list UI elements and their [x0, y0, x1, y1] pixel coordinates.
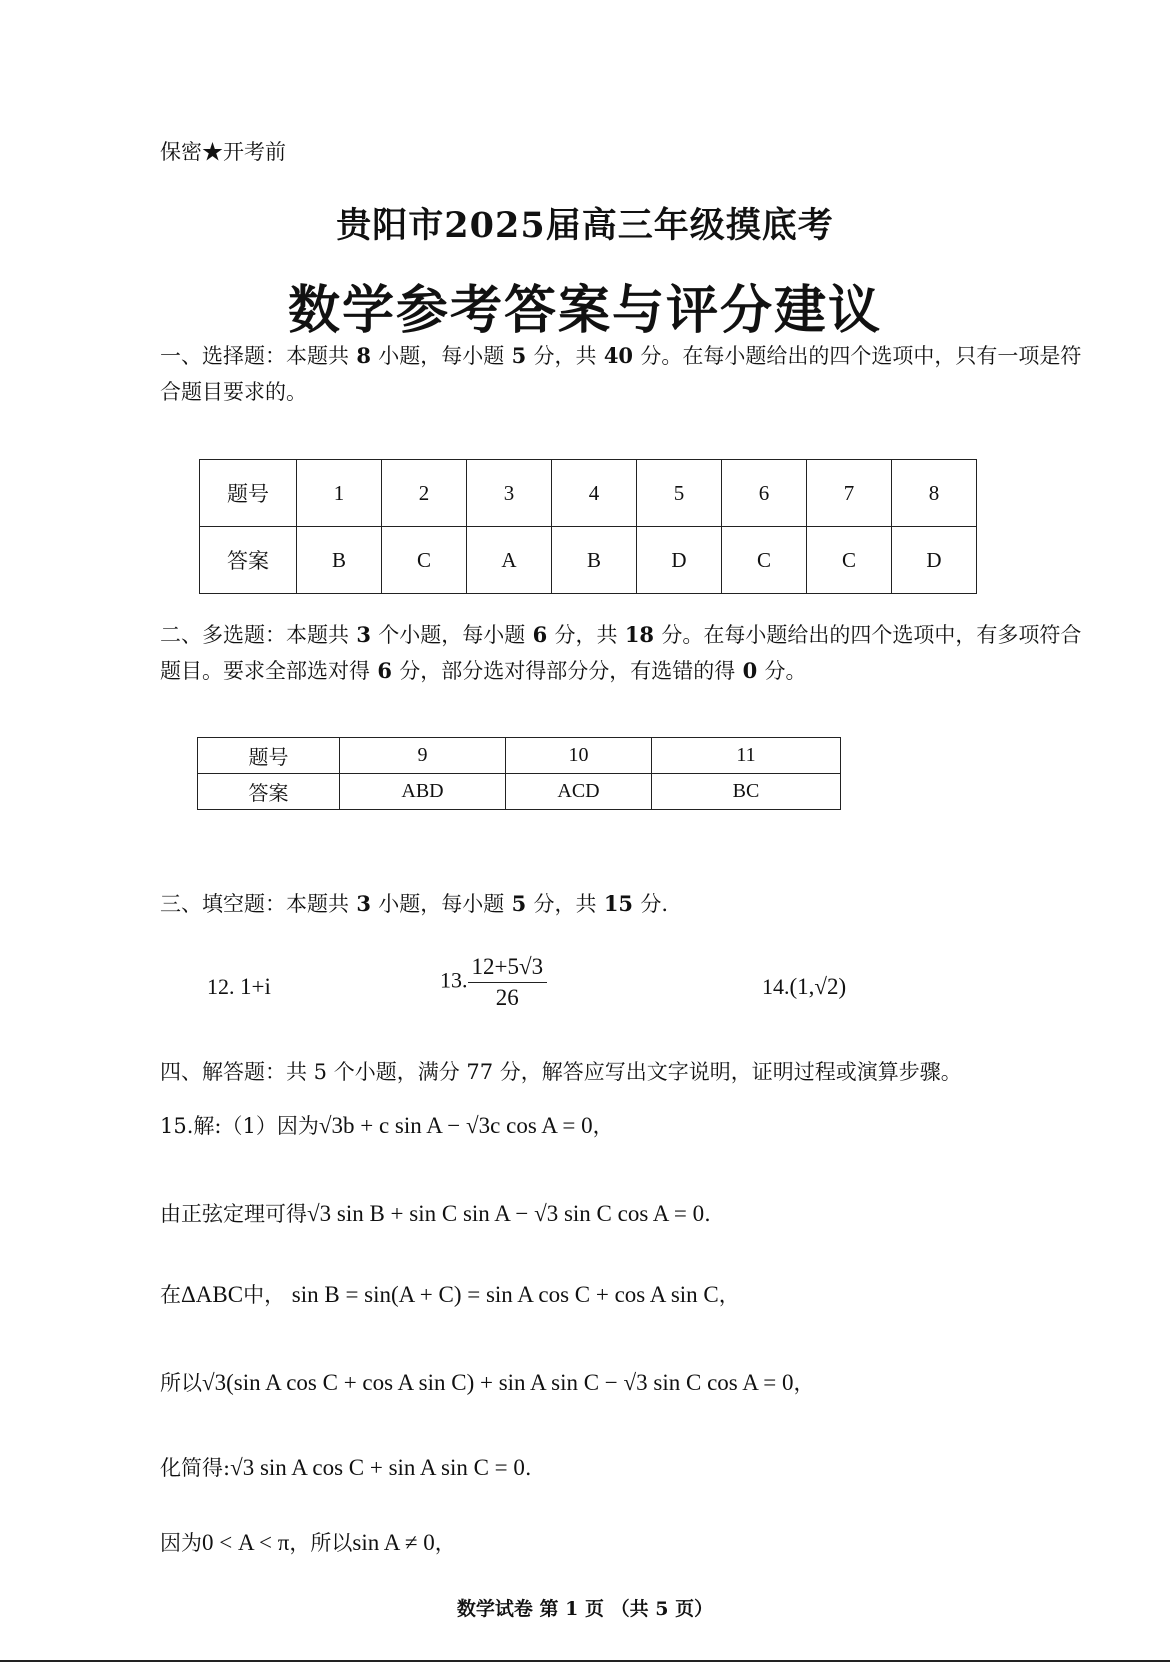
question-number: 4 [552, 460, 637, 527]
answer-cell: D [637, 527, 722, 594]
equation: √3b + c sin A − √3c cos A = 0 [318, 1113, 593, 1138]
row-header: 题号 [200, 460, 297, 527]
triangle-symbol: ΔABC [181, 1282, 244, 1307]
answer-13-fraction [468, 954, 548, 1011]
row-header: 答案 [200, 527, 297, 594]
equation: √3 sin B + sin C sin A − √3 sin C cos A = 0 [307, 1201, 705, 1226]
question-number: 1 [297, 460, 382, 527]
answer-cell: B [552, 527, 637, 594]
confidential-mark: 保密★开考前 [160, 140, 286, 164]
fraction-denominator: 26 [495, 985, 519, 1010]
question-number: 2 [382, 460, 467, 527]
table-row [198, 774, 841, 810]
answer-cell: C [382, 527, 467, 594]
question-number: 8 [892, 460, 977, 527]
answer-13-label: 13. [440, 967, 468, 993]
answer-cell: BC [652, 774, 841, 810]
equation: √3(sin A cos C + cos A sin C) + sin A sin C − √3 sin C cos A = 0 [202, 1370, 794, 1395]
answer-cell: A [467, 527, 552, 594]
section1-intro: 一、选择题：本题共 8 小题，每小题 5 分，共 40 分。在每小题给出的四个选项中，只有一项是符合题目要求的。 [160, 343, 1082, 404]
solution-line-2: 由正弦定理可得√3 sin B + sin C sin A − √3 sin C cos A = 0. [160, 1201, 711, 1226]
question-number: 6 [722, 460, 807, 527]
section2-intro: 二、多选题：本题共 3 个小题，每小题 6 分，共 18 分。在每小题给出的四个选项中，有多项符合题目。要求全部选对得 6 分，部分选对得部分分，有选错的得 0 分。 [160, 622, 1082, 683]
solution-line-5: 化简得:√3 sin A cos C + sin A sin C = 0. [160, 1455, 532, 1480]
section3-intro: 三、填空题：本题共 3 小题，每小题 5 分，共 15 分. [160, 891, 669, 916]
multi-choice-answer-table [197, 737, 841, 810]
question-number: 10 [506, 738, 652, 774]
answer-cell: C [807, 527, 892, 594]
question-number: 9 [340, 738, 506, 774]
question-number: 3 [467, 460, 552, 527]
equation: sin A ≠ 0 [352, 1530, 435, 1555]
question-number: 11 [652, 738, 841, 774]
answer-cell: C [722, 527, 807, 594]
answer-14-label: 14. [762, 974, 790, 999]
page-footer: 数学试卷 第 1 页 （共 5 页） [456, 1598, 714, 1620]
section4-intro: 四、解答题：共 5 个小题，满分 77 分，解答应写出文字说明，证明过程或演算步骤。 [160, 1060, 962, 1084]
bottom-rule [0, 1660, 1170, 1662]
row-header: 答案 [198, 774, 340, 810]
table-row [200, 527, 977, 594]
fraction-numerator: 12+5√3 [468, 954, 548, 983]
solution-line-1: 15.解:（1）因为√3b + c sin A − √3c cos A = 0， [160, 1113, 614, 1138]
answer-14 [762, 974, 846, 1000]
solution-line-6: 因为0 < A < π，所以sin A ≠ 0， [160, 1530, 456, 1555]
solution-line-3: 在ΔABC中， sin B = sin(A + C) = sin A cos C + cos A sin C， [160, 1282, 740, 1307]
document-title-line1: 贵阳市2025届高三年级摸底考 [336, 205, 834, 246]
choice-answer-table [199, 459, 977, 594]
table-row [200, 460, 977, 527]
document-title-line2: 数学参考答案与评分建议 [287, 280, 882, 341]
row-header: 题号 [198, 738, 340, 774]
question-number: 5 [637, 460, 722, 527]
answer-cell: B [297, 527, 382, 594]
question-number: 7 [807, 460, 892, 527]
answer-13 [440, 954, 547, 1011]
answer-12-value: 1+i [240, 974, 271, 999]
equation: 0 < A < π [202, 1530, 290, 1555]
equation: √3 sin A cos C + sin A sin C = 0 [230, 1455, 525, 1480]
equation: sin B = sin(A + C) = sin A cos C + cos A sin C [291, 1282, 719, 1307]
answer-cell: D [892, 527, 977, 594]
answer-12 [207, 974, 271, 1000]
solution-line-4: 所以√3(sin A cos C + cos A sin C) + sin A sin C − √3 sin C cos A = 0， [160, 1370, 815, 1395]
answer-cell: ACD [506, 774, 652, 810]
answer-12-label: 12. [207, 974, 235, 999]
answer-14-value: (1,√2) [789, 974, 847, 999]
answer-cell: ABD [340, 774, 506, 810]
table-row [198, 738, 841, 774]
